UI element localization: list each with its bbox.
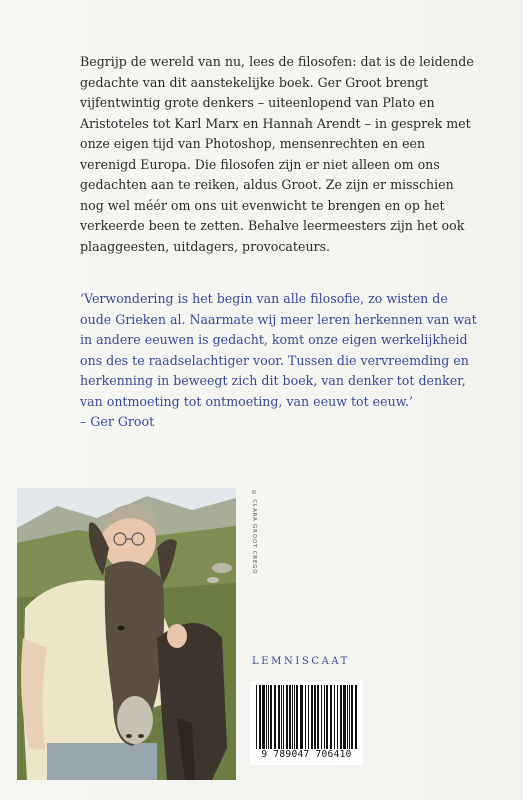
barcode-bars	[256, 685, 358, 749]
barcode-bar	[314, 685, 316, 749]
author-with-donkey-illustration	[17, 488, 236, 780]
barcode-bar	[343, 685, 346, 749]
barcode-bar	[349, 685, 350, 749]
barcode-bar	[286, 685, 288, 749]
barcode-bar	[281, 685, 282, 749]
barcode-bar	[270, 685, 272, 749]
barcode-bar	[305, 685, 306, 749]
barcode-bar	[317, 685, 319, 749]
barcode-bar	[283, 685, 284, 749]
barcode-bar	[334, 685, 335, 749]
barcode-bar	[300, 685, 303, 749]
photo-credit: © CLARA GROOT CREGO	[251, 490, 257, 575]
barcode-bar	[351, 685, 353, 749]
barcode-bar	[289, 685, 291, 749]
barcode-bar	[278, 685, 280, 749]
quote-text: ‘Verwondering is het begin van alle filosofie, zo wisten de oude Grieken al. Naarmate wij meer leren herkennen van wat in andere eeuwen is gedacht, komt onze eigen werkelijkheid ons des te raadselachtiger voor. Tussen die vervreemding en herkenning in beweegt zich dit boek, van denker tot denker, van ontmoeting tot ontmoeting, van eeuw tot eeuw.’	[80, 291, 477, 409]
barcode-bar	[292, 685, 293, 749]
barcode-bar	[294, 685, 295, 749]
isbn-number: 9 789047 706410	[261, 749, 352, 760]
barcode-bar	[321, 685, 322, 749]
author-quote	[80, 289, 480, 433]
barcode-bar	[347, 685, 348, 749]
barcode-bar	[355, 685, 357, 749]
barcode-bar	[324, 685, 325, 749]
barcode-bar	[256, 685, 257, 749]
barcode-bar	[308, 685, 309, 749]
barcode-bar	[296, 685, 298, 749]
barcode-bar	[268, 685, 269, 749]
barcode-bar	[326, 685, 328, 749]
barcode-bar	[330, 685, 332, 749]
author-photo	[17, 488, 236, 780]
publisher-logo: LEMNISCAAT	[252, 656, 350, 667]
barcode-bar	[266, 685, 267, 749]
barcode-bar	[337, 685, 338, 749]
barcode-bar	[262, 685, 265, 749]
barcode-bar	[340, 685, 342, 749]
isbn-barcode	[250, 681, 363, 765]
quote-attribution: – Ger Groot	[80, 414, 155, 429]
barcode-bar	[259, 685, 261, 749]
barcode-bar	[274, 685, 276, 749]
blurb-text: Begrijp de wereld van nu, lees de filosofen: dat is de leidende gedachte van dit aanstekelijke boek. Ger Groot brengt vijfentwintig grote denkers – uiteenlopend van Plato en Aristoteles tot Karl Marx en Hannah Arendt – in gesprek met onze eigen tijd van Photoshop, mensenrechten en een verenigd Europa. Die filosofen zijn er niet alleen om ons gedachten aan te reiken, aldus Groot. Ze zijn er misschien nog wel méér om ons uit evenwicht te brengen en op het verkeerde been te zetten. Behalve leermeesters zijn het ook plaaggeesten, uitdagers, provocateurs.	[80, 54, 474, 254]
barcode-bar	[311, 685, 313, 749]
